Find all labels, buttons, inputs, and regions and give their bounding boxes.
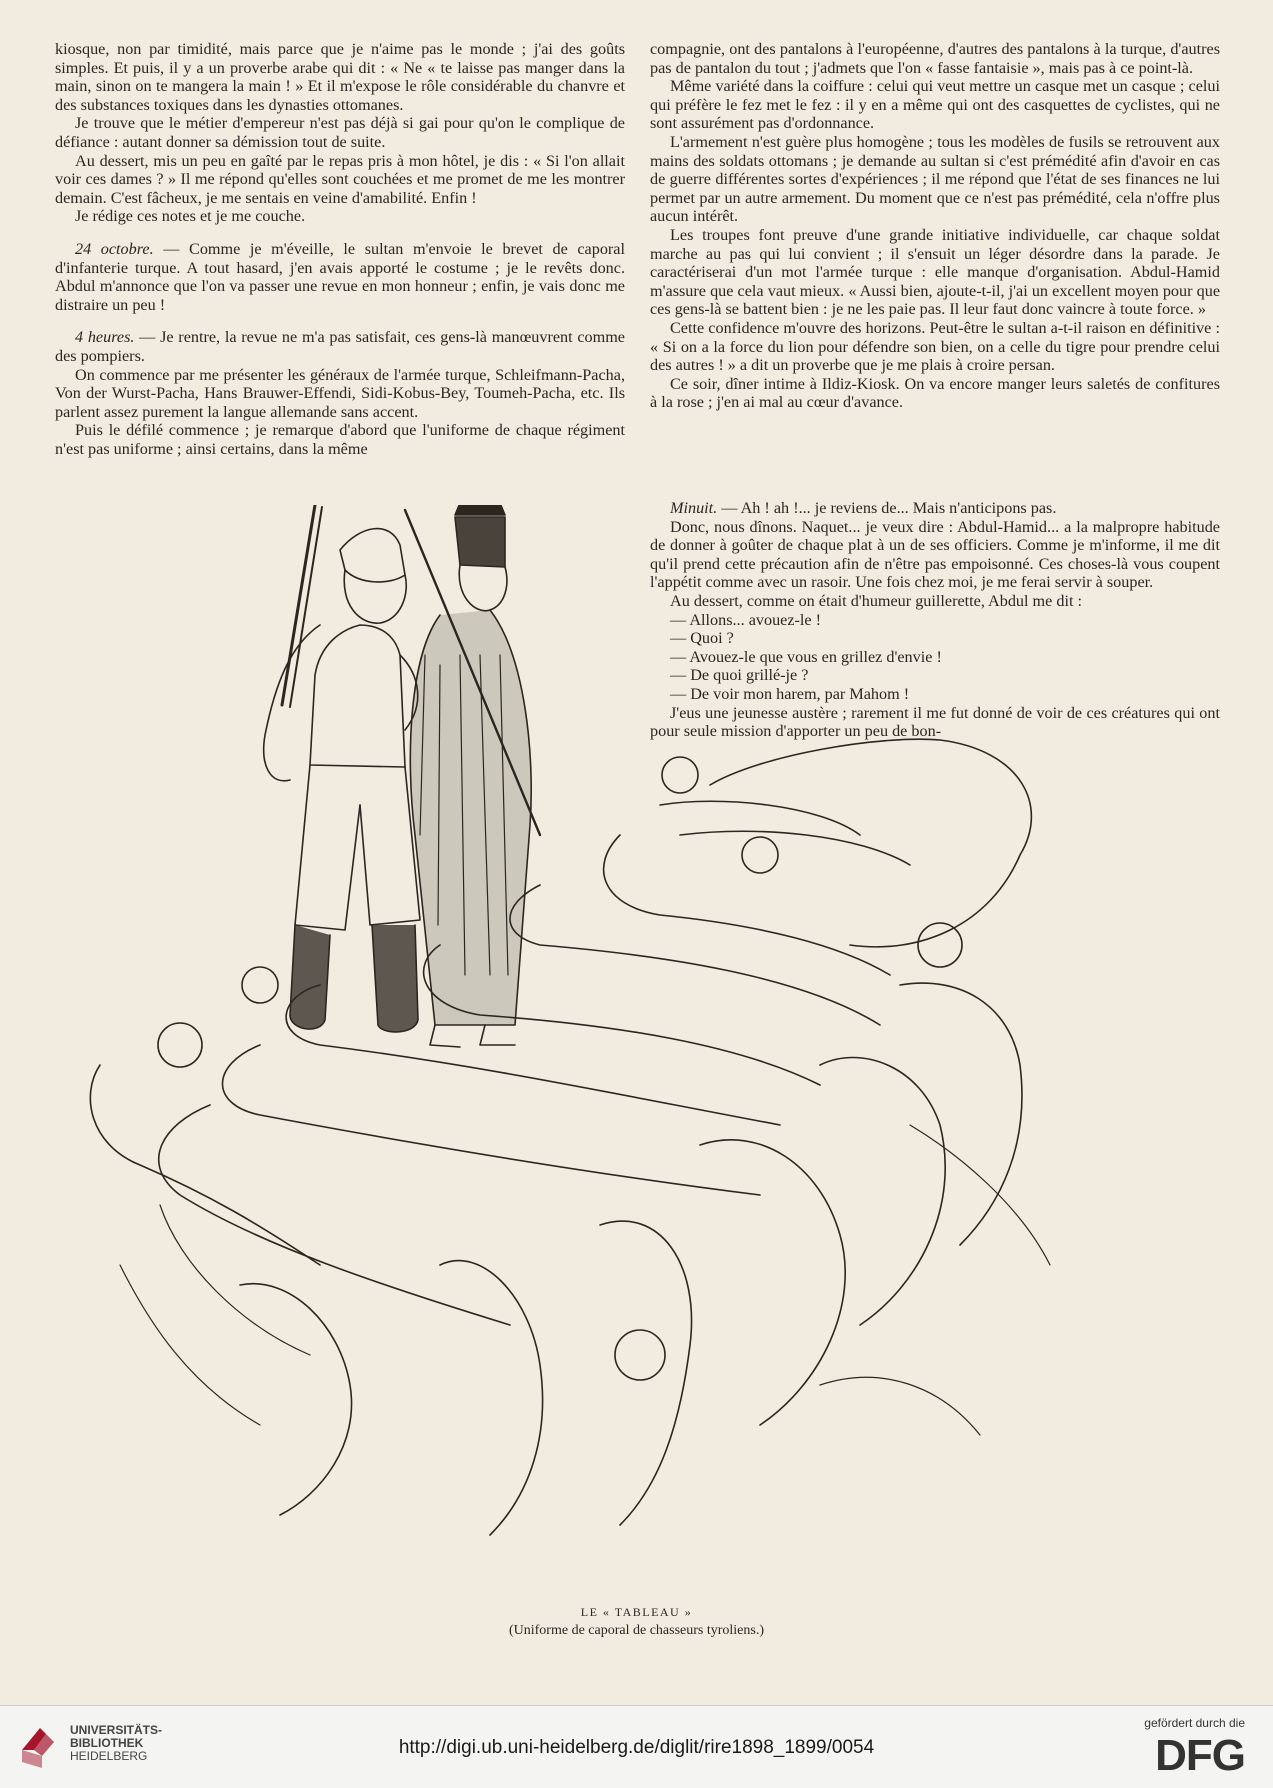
engraving-illustration (60, 505, 1220, 1600)
dialog-line: — Avouez-le que vous en grillez d'envie ! (670, 647, 942, 666)
dialog-line: — De voir mon harem, par Mahom ! (670, 684, 910, 703)
illustration-caption-subtitle: (Uniforme de caporal de chasseurs tyroliens.) (508, 1623, 764, 1638)
paragraph: kiosque, non par timidité, mais parce que je n'aime pas le monde ; j'ai des goûts simples. Et puis, il y a un proverbe arabe qui dit : « Ne « te laisse pas manger dans la main, sinon on te mangera la main ! » Et il m'expose le rôle considérable du chanvre et des substances toxiques dans les dynasties ottomanes. (55, 40, 625, 114)
soldier-figure (264, 505, 420, 1032)
paragraph: Puis le défilé commence ; je remarque d'abord que l'uniforme de chaque régiment n'est pas uniforme ; ainsi certains, dans la même (55, 421, 625, 458)
time-lead: 4 heures. (75, 328, 135, 347)
paragraph: J'eus une jeunesse austère ; rarement il me fut donné de voir de ces créatures qui ont pour seule mission d'apporter un peu de bon- (650, 703, 1220, 741)
paragraph-dated: 24 octobre. — Comme je m'éveille, le sultan m'envoie le brevet de caporal d'infanterie turque. A tout hasard, j'en avais apporté le costume ; je le revêts donc. Abdul m'annonce que l'on va passer une revue en mon honneur ; enfin, je vais donc me distraire un peu ! (55, 239, 625, 314)
text-column-left (55, 40, 625, 458)
time-lead: Minuit. (670, 499, 718, 517)
paragraph: Ce soir, dîner intime à Ildiz-Kiosk. On va encore manger leurs saletés de confitures à la rose ; j'en ai mal au cœur d'avance. (650, 374, 1220, 412)
paragraph: compagnie, ont des pantalons à l'européenne, d'autres des pantalons à la turque, d'autres pas de pantalon du tout ; j'admets que l'on « fasse fantaisie », mais pas à ce point-là. (650, 40, 1220, 77)
paragraph: L'armement n'est guère plus homogène ; tous les modèles de fusils se retrouvent aux mains des soldats ottomans ; je demande au sultan si c'est prémédité afin d'avoir en cas de guerre différentes sortes d'expériences ; il me répond que l'état de ses finances ne lui permet par un autre armement. Du moment que ce n'est pas prémédité, cela n'offre plus aucun intérêt. (650, 132, 1220, 226)
date-lead: 24 octobre. (75, 239, 154, 258)
paragraph: On commence par me présenter les généraux de l'armée turque, Schleifmann-Pacha, Von der Wurst-Pacha, Hans Brauwer-Effendi, Sidi-Kobus-Bey, Toumeh-Pacha, etc. Ils parlent assez purement la langue allemande sans accent. (55, 365, 625, 421)
permalink-url[interactable]: http://digi.ub.uni-heidelberg.de/diglit/rire1898_1899/0054 (398, 1737, 875, 1758)
paragraph: Au dessert, mis un peu en gaîté par le repas pris à mon hôtel, je dis : « Si l'on allait voir ces dames ? » Il me répond qu'elles sont couchées et me promet de me les montrer demain. C'est fâcheux, je me sentais en veine d'amabilité. Enfin ! (55, 151, 625, 207)
paragraph: Cette confidence m'ouvre des horizons. Peut-être le sultan a-t-il raison en définitive : « Si on a la force du lion pour défendre son bien, on a celle du tigre pour prendre celui des autres ! » a dit un proverbe que je me plais à croire persan. (650, 318, 1220, 375)
paragraph: Je trouve que le métier d'empereur n'est pas déjà si gai pour qu'on le complique de défiance : autant donner sa démission tout de suite. (55, 114, 625, 151)
viewer-footer (0, 1705, 1273, 1788)
illustration-caption-title: LE « TABLEAU » (580, 1605, 693, 1619)
paragraph: Je rédige ces notes et je me couche. (75, 207, 306, 226)
paragraph-dated: Minuit. — Ah ! ah !... je reviens de... Mais n'anticipons pas. (670, 499, 1057, 517)
library-name: UNIVERSITÄTS- BIBLIOTHEK HEIDELBERG (70, 1723, 163, 1763)
funded-by-label: gefördert durch die (1144, 1716, 1245, 1730)
paragraph: Au dessert, comme on était d'humeur guillerette, Abdul me dit : (670, 591, 1083, 610)
dialog-line: — Quoi ? (670, 629, 734, 648)
reclining-figures (90, 739, 1050, 1535)
paragraph: Les troupes font preuve d'une grande initiative individuelle, car chaque soldat marche au pas qui lui convient ; il s'ensuit un léger désordre dans la parade. Je caractériserai d'un mot l'armée turque : elle manque d'organisation. Abdul-Hamid m'assure que cela vaut mieux. « Aussi bien, ajoute-t-il, j'ai un excellent moyen pour que ces gens-là se battent bien : je ne les paie pas. Il leur faut donc vaincre à toute force. » (650, 225, 1220, 319)
paragraph: Donc, nous dînons. Naquet... je veux dire : Abdul-Hamid... a la malpropre habitude de donner à goûter de chaque plat à un de ses officiers. Comme je m'informe, il me dit qu'il prend cette précaution afin de n'être pas empoisonné. Ces choses-là vous coupent l'appétit comme avec un rasoir. Une fois chez moi, je me ferai servir à souper. (650, 517, 1220, 592)
paragraph-dated: 4 heures. — Je rentre, la revue ne m'a pas satisfait, ces gens-là manœuvrent comme des pompiers. (55, 328, 625, 365)
text-column-right-top (650, 40, 1220, 412)
dfg-logo: DFG (1155, 1731, 1245, 1780)
paragraph: Même variété dans la coiffure : celui qui veut mettre un casque met un casque ; celui qui préfère le fez met le fez : il y en a même qui ont des casquettes de cyclistes, qui ne sont assurément pas d'ordonnance. (650, 77, 1220, 133)
dialog-line: — Allons... avouez-le ! (670, 610, 822, 629)
dialog-line: — De quoi grillé-je ? (670, 666, 809, 685)
official-figure (405, 505, 540, 1047)
